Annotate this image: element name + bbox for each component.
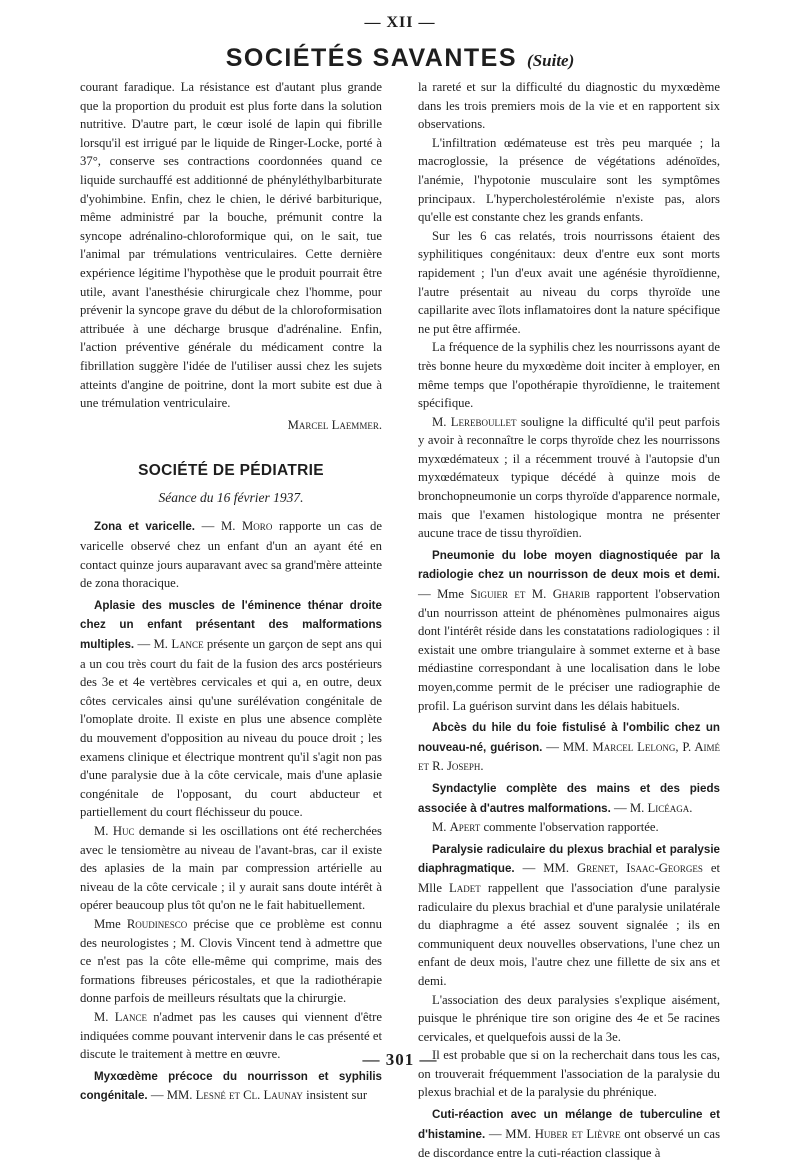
author-name: Lance <box>171 637 204 652</box>
article-title: Zona et varicelle. <box>94 520 195 534</box>
text-run: rapporte un cas de varicelle observé chez un enfant d'un an ayant été en contact quinze jours auparavant avec sa grand'mère atteinte de zona thoracique. <box>80 519 382 591</box>
article-title: Myxœdème précoce du nourrisson et syphilis congénitale. <box>80 1069 382 1103</box>
title-main: SOCIÉTÉS SAVANTES <box>225 44 518 72</box>
text-run: — M. <box>610 800 648 815</box>
page-title <box>0 44 800 73</box>
article-syndactylie <box>418 779 720 818</box>
text-run: rapportent l'observation d'un nourrisson atteint de phénomènes pulmonaires aigus dont l'intérêt réside dans les constatations radiologiques : il existait une ombre triangulaire à sommet externe et à base médiastine correspondant à une localisation dans le lobe moyen,comme permit de le préciser une radiographie de profil. La guérison survint dans les délais habituels. <box>418 587 720 713</box>
session-date: Séance du 16 février 1937. <box>158 489 304 505</box>
paragraph-lereboullet <box>418 413 720 543</box>
section-heading: SOCIÉTÉ DE PÉDIATRIE <box>138 462 324 480</box>
text-run: rappellent que l'association d'une paralysie radiculaire du plexus brachial et d'une paralysie unilatérale du diaphragme a été assez souvent signalée ; ils en communiquent deux nouvelles observations, l'une chez un enfant de deux mois, l'autre chez une fillette de six ans et demi. <box>418 880 720 988</box>
signature: Marcel Laemmer. <box>287 417 382 432</box>
author-name: Huc <box>112 823 135 838</box>
text-run: ont observé un cas de discordance entre la cuti-réaction classique à <box>418 1126 721 1161</box>
author-name: Apert <box>449 820 481 835</box>
paragraph-huc <box>80 822 382 915</box>
text-run: n'admet pas les causes qui viennent d'être indiquées comme pouvant intervenir dans le cas présenté et discute le traitement à mettre en œuvre. <box>80 1009 382 1062</box>
author-name: Lereboullet <box>450 414 517 429</box>
paragraph-apert <box>418 818 720 837</box>
author-name: Huber et Lièvre <box>534 1126 621 1141</box>
running-head: — XII — <box>364 14 436 31</box>
paragraph: courant faradique. La résistance est d'autant plus grande que la proportion du produit est plus forte dans la solution nutritive. D'autre part, le cœur isolé de lapin qui fibrille lorsqu'il est irrigué par le liquide de Ringer-Locke, porté à 37°, conserve ses contractions coordonnées quand ce liquide surchauffé est additionné de phényléthylbarbiturate d'yohimbine. Enfin, chez le chien, le dérivé barbiturique, même administré par la bouche, prémunit contre la syncope adrénalino-chloroformique qui, on le sait, tue l'animal par trémulations ventriculaires. Cette dernière expérience légitime l'hypothèse que le produit pourrait être utile, avant l'anesthésie chirurgicale chez l'homme, pour prévenir la syncope grave du début de la chloroformisation attribuée à une décharge brusque d'adrénaline. Enfin, l'action préventive générale du médicament contre la fibrillation suggère l'idée de l'utiliser aussi chez les sujets atteints d'angine de poitrine, dont la mort subite est due à une trémulation ventriculaire. <box>80 80 382 411</box>
text-run: commente l'observation rapportée. <box>480 820 659 835</box>
text-run: — Mme <box>418 587 471 602</box>
paragraph: La fréquence de la syphilis chez les nourrissons ayant de très bonne heure du myxœdème doit inciter à employer, en même temps que l'opothérapie thyroïdienne, le traitement spécifique. <box>418 340 720 411</box>
text-run: souligne la difficulté qu'il peut parfois y avoir à reconnaître le corps thyroïde chez les nourrissons myxœdémateux ; il a récemment trouvé à l'autopsie d'un myxœdémateux typique décédé à quinze mois de bronchopneumonie un corps thyroïde d'apparence normale, mais que l'examen histologique montra ne présenter aucune trace de tissu thyroïdien. <box>418 414 720 541</box>
article-pneumonie <box>418 546 720 715</box>
paragraph-roudinesco <box>80 915 382 1008</box>
article-myxoedeme <box>80 1067 382 1106</box>
article-title: Pneumonie du lobe moyen diagnostiquée par la radiologie chez un nourrisson de deux mois et demi. <box>418 548 720 582</box>
author-name: Siguier et M. Gharib <box>470 587 590 602</box>
text-run: — M. <box>134 637 172 652</box>
text-run: Mme <box>94 916 127 931</box>
author-name: Lance <box>114 1009 147 1024</box>
text-run: présente un garçon de sept ans qui a un cou très court du fait de la fusion des arcs postérieurs des 3e et 4e vertèbres cervicales et qui a, en outre, deux côtes cervicales ainsi qu'une surélévation congénitale de l'omoplate droite. Il existe en plus une absence complète du mouvement d'opposition au niveau du pouce droit ; les examens clinique et électrique montrent qu'il s'agit non pas d'une paralysie due à la côte cervicale, mais d'une aplasie congénitale de l'opposant, du court abducteur et partiellement du court fléchisseur du pouce. <box>80 637 383 820</box>
author-name: Ladet <box>449 880 481 895</box>
paragraph: Sur les 6 cas relatés, trois nourrissons étaient des syphilitiques congénitaux: deux d'entre eux sont morts rapidement ; l'un d'eux avait une agénésie thyroïdienne, l'autre présentait au niveau du corps thyroïde une capillarite avec îlots inflamatoires dont la nature spécifique ne put être affirmée. <box>418 228 720 336</box>
article-title: Aplasie des muscles de l'éminence thénar droite chez un enfant présentant des malformations multiples. <box>80 598 382 652</box>
article-title: Paralysie radiculaire du plexus brachial et paralysie diaphragmatique. <box>418 842 720 876</box>
author-name: Lesné et Cl. Launay <box>195 1088 303 1103</box>
text-run: demande si les oscillations ont été recherchées avec le tensiomètre au niveau de l'avant-bras, car il existe des aplasies de la main par compression artérielle au niveau de la côte cervicale ; il y aurait sans doute intérêt à opérer beaucoup plus tôt qu'on ne le fait habituellement. <box>80 823 382 913</box>
author-name: Grenet, Isaac-Georges <box>576 861 703 876</box>
article-cuti-reaction <box>418 1105 720 1163</box>
paragraph: L'infiltration œdémateuse est très peu marquée ; la macroglossie, la présence de végétations adénoïdes, l'anémie, l'hypotonie musculaire sont les symptômes principaux. L'hypercholestérolémie n'existe pas, alors qu'elle est constante chez les grands enfants. <box>418 135 720 225</box>
left-column <box>80 78 382 1106</box>
article-title: Abcès du hile du foie fistulisé à l'ombilic chez un nouveau-né, guérison. <box>418 721 720 754</box>
text-run: précise que ce problème est connu des neurologistes ; M. Clovis Vincent tend à admettre que ce n'est pas la côte elle-même qui comprime, mais des formations fibreuses péricostales, et que la radiothérapie donne parfois de meilleurs résultats que la chirurgie. <box>80 916 382 1006</box>
article-paralysie <box>418 840 720 991</box>
article-zona <box>80 517 382 592</box>
text-run: M. <box>432 820 450 835</box>
text-run: — MM. <box>485 1126 535 1141</box>
author-name: Roudinesco <box>126 916 188 931</box>
text-run: — M. <box>195 519 243 534</box>
author-name: Moro <box>242 519 273 534</box>
page-number: — 301 — <box>362 1050 438 1069</box>
author-name: Marcel Lelong, P. Aimé et R. Joseph. <box>418 739 721 774</box>
paragraph: la rareté et sur la difficulté du diagnostic du myxœdème dans les trois premiers mois de la vie et en rapportent six observations. <box>418 80 720 132</box>
text-run: M. <box>94 823 113 838</box>
article-aplasie <box>80 596 382 822</box>
text-run: et Mlle <box>418 861 720 895</box>
text-run: — MM. <box>147 1088 196 1103</box>
article-title: Syndactylie complète des mains et des pieds associée à d'autres malformations. <box>418 781 720 815</box>
title-suite: (Suite) <box>527 51 575 70</box>
text-run: — MM. <box>514 861 577 876</box>
text-run: M. <box>432 414 451 429</box>
text-run: insistent sur <box>302 1088 368 1103</box>
right-column <box>418 78 720 1163</box>
author-name: Licéaga. <box>647 800 693 815</box>
article-title: Cuti-réaction avec un mélange de tuberculine et d'histamine. <box>418 1108 720 1141</box>
text-run: M. <box>94 1009 115 1024</box>
text-run: — MM. <box>542 739 593 754</box>
paragraph: L'association des deux paralysies s'explique aisément, puisque le phrénique tire son origine des 4e et 5e racines cervicales, et quelquefois aussi de la 3e. <box>418 992 720 1044</box>
paragraph: Il est probable que si on la recherchait dans tous les cas, on trouverait fréquemment l'association de la paralysie du plexus brachial et de la paralysie du phrénique. <box>418 1048 720 1100</box>
article-abces <box>418 718 720 776</box>
